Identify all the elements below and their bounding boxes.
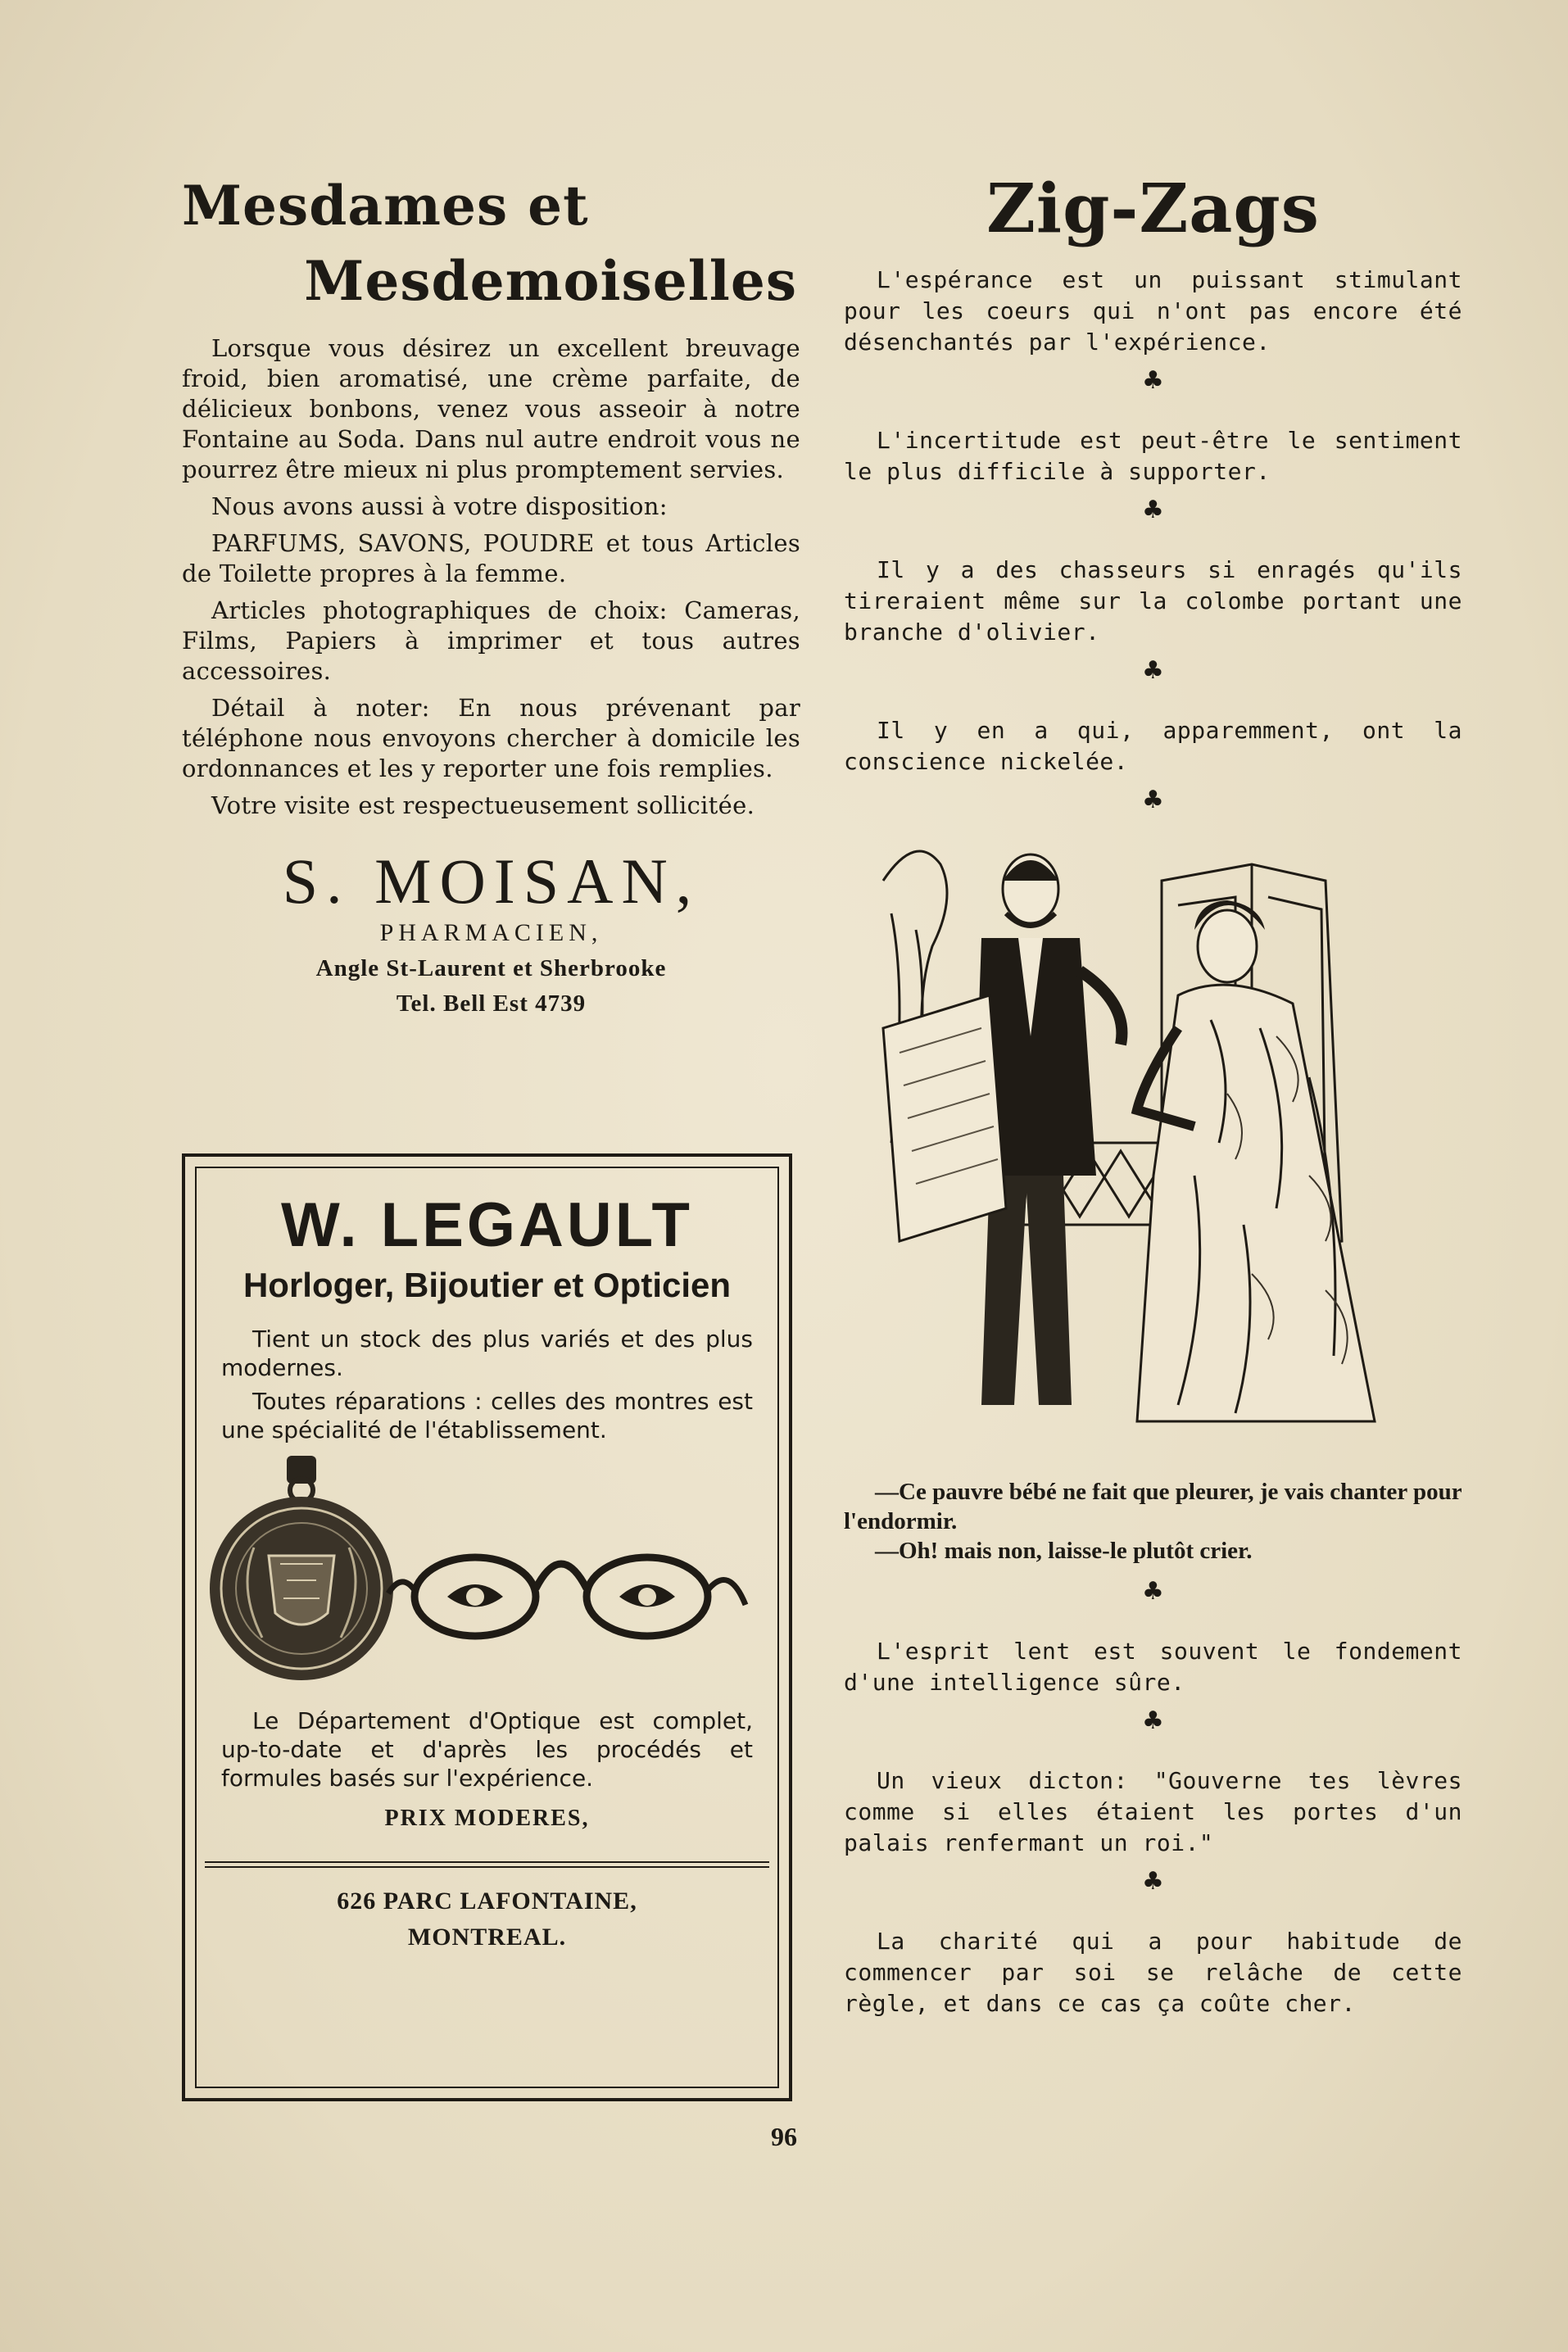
maxim: Il y en a qui, apparemment, ont la conscience nickelée. <box>844 717 1462 775</box>
club-separator-icon: ♣ <box>1142 366 1164 395</box>
legault-ad-inner <box>195 1167 779 2088</box>
legault-ad <box>182 1153 792 2101</box>
moisan-telephone: Tel. Bell Est 4739 <box>396 990 587 1017</box>
legault-text-bottom <box>197 1706 777 1792</box>
maxim: La charité qui a pour habitude de commencer par soi se relâche de cette règle, et dans ce cas ça coûte cher. <box>844 1928 1462 2017</box>
watch-and-spectacles-illustration <box>205 1449 770 1695</box>
legault-name: W. LEGAULT <box>281 1190 693 1260</box>
maxim: L'incertitude est peut-être le sentiment le plus difficile à supporter. <box>844 427 1462 485</box>
page-number: 96 <box>771 2122 797 2151</box>
club-separator-icon: ♣ <box>1142 1706 1164 1735</box>
club-separator-icon: ♣ <box>1142 1867 1164 1896</box>
paragraph: PARFUMS, SAVONS, POUDRE et tous Articles de Toilette propres à la femme. <box>182 529 800 587</box>
paragraph: Articles photographiques de choix: Cameras, Films, Papiers à imprimer et tous autres accessoires. <box>182 596 800 685</box>
paragraph: Tient un stock des plus variés et des plus modernes. <box>221 1326 753 1381</box>
legault-prices: PRIX MODERES, <box>384 1806 590 1831</box>
mesdames-heading <box>182 168 800 319</box>
moisan-title: PHARMACIEN, <box>379 919 603 946</box>
couple-cartoon-illustration <box>867 832 1440 1454</box>
club-separator-icon: ♣ <box>1142 496 1164 524</box>
club-separator-icon: ♣ <box>1142 656 1164 685</box>
club-separator-icon: ♣ <box>1142 786 1164 814</box>
paragraph: Détail à noter: En nous prévenant par téléphone nous envoyons chercher à domicile les ordonnances et les y reporter une fois remplies. <box>182 694 800 782</box>
paragraph: Toutes réparations : celles des montres est une spécialité de l'établissement. <box>221 1388 753 1443</box>
heading-line-1: Mesdames et <box>182 174 589 238</box>
paragraph: Le Département d'Optique est complet, up-to-date et d'après les procédés et formules basés sur l'expérience. <box>221 1707 753 1792</box>
maxim: Un vieux dicton: "Gouverne tes lèvres comme si elles étaient les portes d'un palais renfermant un roi." <box>844 1767 1462 1856</box>
divider <box>205 1861 769 1868</box>
spectacles-icon <box>388 1557 745 1636</box>
legault-address-line-2: MONTREAL. <box>407 1924 567 1951</box>
pocket-watch-icon <box>210 1456 393 1680</box>
caption-line: —Ce pauvre bébé ne fait que pleurer, je vais chanter pour l'endormir. <box>844 1479 1462 1534</box>
heading-line-2: Mesdemoiselles <box>304 249 797 313</box>
moisan-address: Angle St-Laurent et Sherbrooke <box>315 955 667 981</box>
paragraph: Votre visite est respectueusement sollicitée. <box>211 791 755 819</box>
zig-zags-title: Zig-Zags <box>986 170 1320 248</box>
legault-address-line-1: 626 PARC LAFONTAINE, <box>337 1887 637 1915</box>
soda-fountain-ad <box>182 168 800 1017</box>
club-separator-icon: ♣ <box>1142 1577 1164 1606</box>
paragraph: Nous avons aussi à votre disposition: <box>211 492 668 520</box>
maxim: L'esprit lent est souvent le fondement d'une intelligence sûre. <box>844 1638 1462 1696</box>
legault-text-top <box>197 1325 777 1444</box>
zig-zags-column <box>844 168 1462 2019</box>
paragraph: Lorsque vous désirez un excellent breuvage froid, bien aromatisé, une crème parfaite, de délicieux bonbons, venez vous asseoir à notre Fontaine au Soda. Dans nul autre endroit vous ne pourrez être mieux ni plus promptement servies. <box>182 334 800 483</box>
cartoon-caption <box>844 1477 1462 1566</box>
maxim: Il y a des chasseurs si enragés qu'ils tireraient même sur la colombe portant une branche d'olivier. <box>844 556 1462 646</box>
moisan-name: S. MOISAN, <box>282 845 700 917</box>
man-figure-icon <box>883 854 1122 1405</box>
legault-subtitle: Horloger, Bijoutier et Opticien <box>242 1266 732 1304</box>
maxim: L'espérance est un puissant stimulant pour les coeurs qui n'ont pas encore été désenchantés par l'expérience. <box>844 266 1462 356</box>
caption-line: —Oh! mais non, laisse-le plutôt crier. <box>875 1538 1253 1564</box>
soda-ad-body <box>182 333 800 821</box>
